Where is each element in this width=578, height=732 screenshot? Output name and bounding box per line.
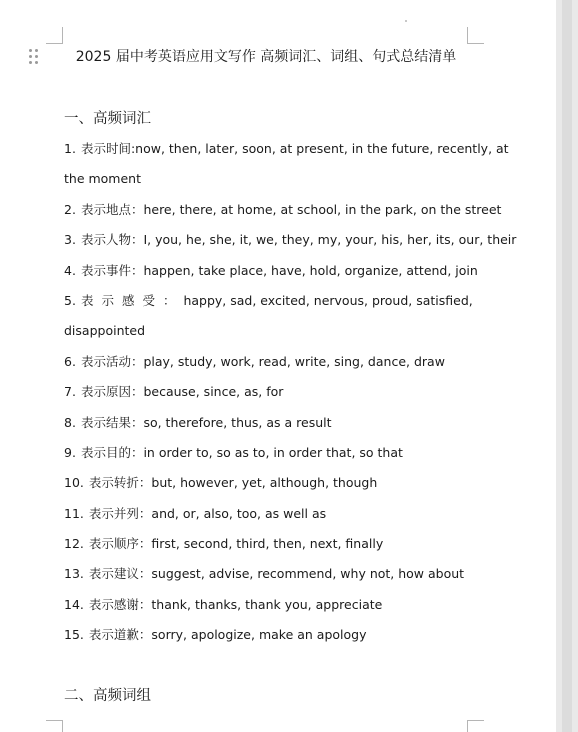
item-label: 表示原因： [80,384,144,399]
item-text: now, then, later, soon, at present, in the future, recently, at [135,141,509,156]
list-item [64,536,472,552]
item-label: 表示转折： [88,475,152,490]
item-label: 表示顺序： [88,536,152,551]
item-text: but, however, yet, although, though [151,475,378,490]
list-item [64,506,472,522]
list-item [64,293,472,309]
item-text: in order to, so as to, in order that, so that [143,445,403,460]
vertical-scrollbar[interactable] [556,0,578,732]
item-label: 表示时间: [80,141,136,156]
item-label: 表示并列： [88,506,152,521]
list-item [64,354,472,370]
item-text: suggest, advise, recommend, why not, how about [151,566,465,581]
item-number: 8. [64,415,76,430]
item-label: 表示事件： [80,263,144,278]
list-item [64,627,472,643]
item-number: 1. [64,141,76,156]
section-heading-vocabulary: 一、高频词汇 [64,111,151,127]
item-label: 表示建议： [88,566,152,581]
crop-mark-top-left [46,27,63,44]
list-item [64,566,472,582]
list-item [64,232,517,248]
item-number: 10. [64,475,84,490]
item-label: 表示地点： [80,202,144,217]
item-number: 14. [64,597,84,612]
item-text: sorry, apologize, make an apology [151,627,367,642]
item-text: so, therefore, thus, as a result [143,415,332,430]
item-number: 12. [64,536,84,551]
item-text: here, there, at home, at school, in the park, on the street [143,202,502,217]
scrollbar-thumb[interactable] [562,0,572,732]
item-number: 9. [64,445,76,460]
item-text: happen, take place, have, hold, organize, attend, join [143,263,478,278]
item-number: 2. [64,202,76,217]
item-text: I, you, he, she, it, we, they, my, your, his, her, its, our, their [143,232,517,247]
list-item [64,263,478,279]
list-item [64,597,472,613]
item-text: and, or, also, too, as well as [151,506,327,521]
item-number: 6. [64,354,76,369]
item-label: 表示感谢： [88,597,152,612]
item-continuation: disappointed [64,323,146,338]
item-text: play, study, work, read, write, sing, dance, draw [143,354,445,369]
list-item [64,475,472,491]
item-label: 表示人物： [80,232,144,247]
list-item [64,141,509,157]
item-label: 表示活动： [80,354,144,369]
item-text: happy, sad, excited, nervous, proud, satisfied, [183,293,473,308]
list-item [64,445,472,461]
cursor-dot [405,20,407,22]
item-number: 5. [64,293,76,308]
item-label: 表示感受： [80,293,184,308]
crop-mark-bottom-left [46,720,63,732]
section-heading-phrases: 二、高频词组 [64,688,151,704]
list-item [64,415,472,431]
item-label: 表示结果： [80,415,144,430]
list-item [64,202,502,218]
item-text: thank, thanks, thank you, appreciate [151,597,383,612]
item-number: 15. [64,627,84,642]
item-label: 表示目的： [80,445,144,460]
item-number: 13. [64,566,84,581]
drag-handle-icon[interactable] [29,49,39,65]
crop-mark-top-right [467,27,484,44]
document-title: 2025 届中考英语应用文写作 高频词汇、词组、句式总结清单 [75,49,457,65]
list-item [64,384,472,400]
item-text: because, since, as, for [143,384,284,399]
item-number: 3. [64,232,76,247]
item-number: 4. [64,263,76,278]
crop-mark-bottom-right [467,720,484,732]
item-continuation: the moment [64,171,142,186]
item-number: 7. [64,384,76,399]
item-text: first, second, third, then, next, finally [151,536,384,551]
item-label: 表示道歉： [88,627,152,642]
item-number: 11. [64,506,84,521]
